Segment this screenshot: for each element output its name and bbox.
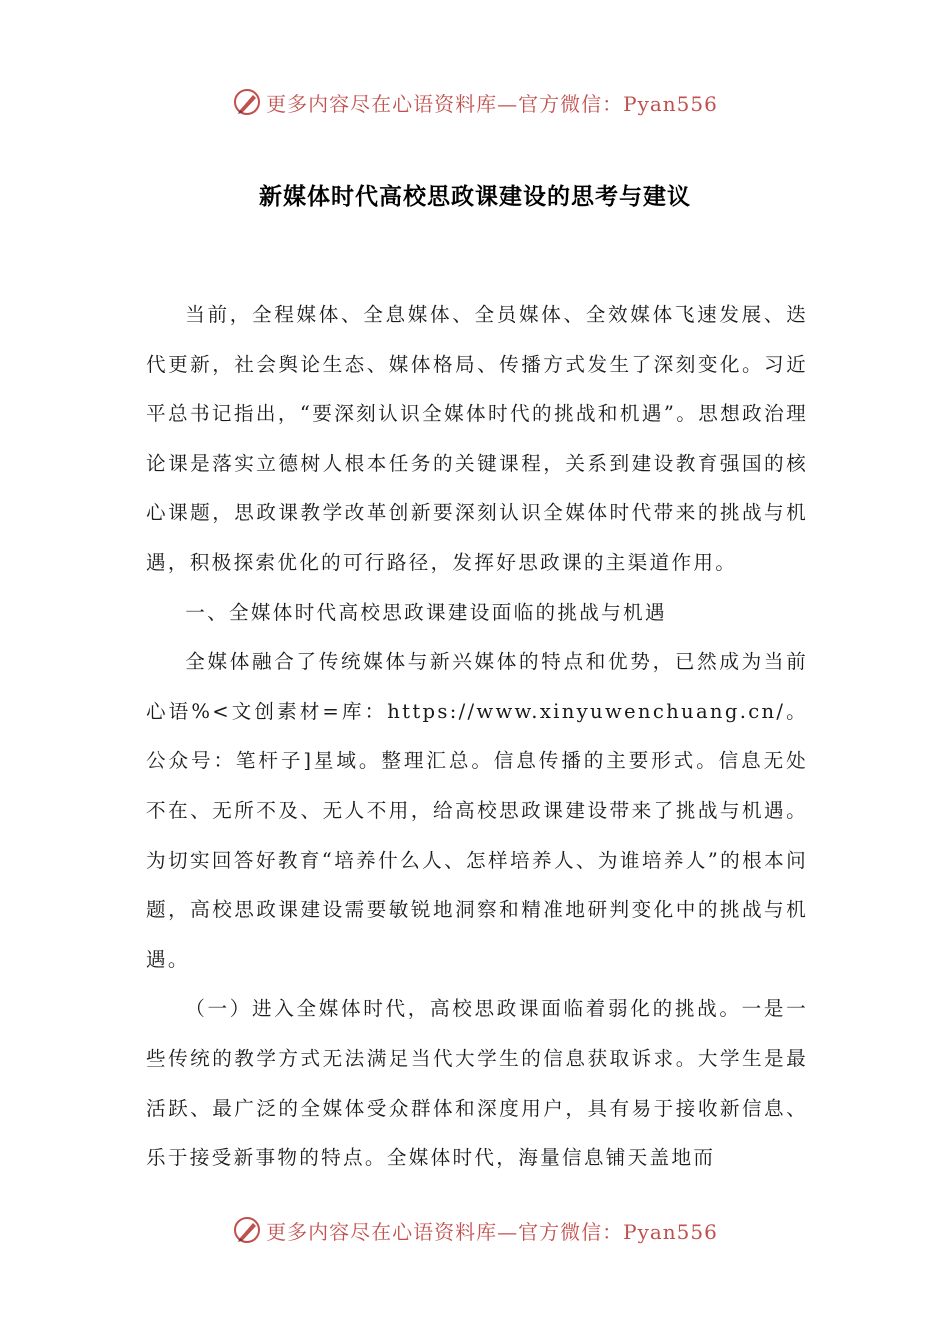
pen-logo-icon	[232, 87, 262, 117]
paragraph-section-intro: 全媒体融合了传统媒体与新兴媒体的特点和优势，已然成为当前心语%<文创素材=库：https://www.xinyuwenchuang.cn/。公众号：笔杆子]星域。整理汇总。信息传播的主要形式。信息无处不在、无所不及、无人不用，给高校思政课建设带来了挑战与机遇。为切实回答好教育“培养什么人、怎样培养人、为谁培养人”的根本问题，高校思政课建设需要敏锐地洞察和精准地研判变化中的挑战与机遇。	[146, 650, 808, 971]
footer-banner	[0, 1210, 950, 1250]
paragraph-subsection-one: （一）进入全媒体时代，高校思政课面临着弱化的挑战。一是一些传统的教学方式无法满足当代大学生的信息获取诉求。大学生是最活跃、最广泛的全媒体受众群体和深度用户，具有易于接收新信息、乐于接受新事物的特点。全媒体时代，海量信息铺天盖地而	[146, 997, 808, 1170]
header-banner	[0, 82, 950, 122]
pen-logo-icon	[232, 1215, 262, 1245]
section-heading: 一、全媒体时代高校思政课建设面临的挑战与机遇	[185, 600, 667, 624]
document-body	[146, 290, 808, 1183]
paragraph-intro: 当前，全程媒体、全息媒体、全员媒体、全效媒体飞速发展、迭代更新，社会舆论生态、媒体格局、传播方式发生了深刻变化。习近平总书记指出，“要深刻认识全媒体时代的挑战和机遇”。思想政治理论课是落实立德树人根本任务的关键课程，关系到建设教育强国的核心课题，思政课教学改革创新要深刻认识全媒体时代带来的挑战与机遇，积极探索优化的可行路径，发挥好思政课的主渠道作用。	[146, 303, 808, 574]
footer-banner-text: 更多内容尽在心语资料库—官方微信：Pyan556	[266, 1219, 718, 1244]
header-banner-text: 更多内容尽在心语资料库—官方微信：Pyan556	[266, 91, 718, 116]
document-title: 新媒体时代高校思政课建设的思考与建议	[259, 183, 691, 210]
